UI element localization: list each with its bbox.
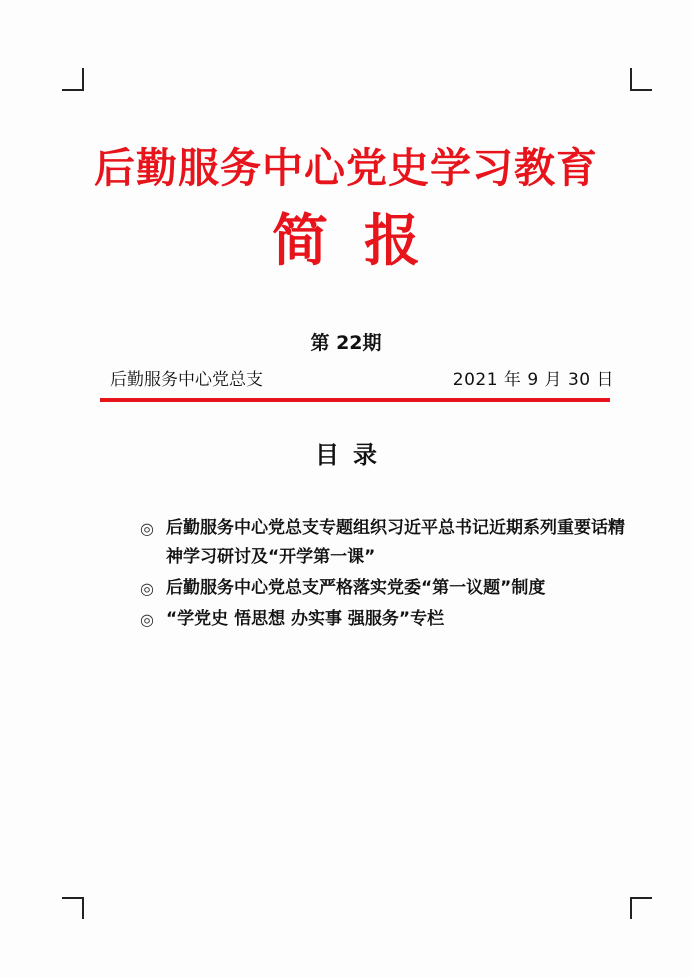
toc-item[interactable] — [140, 605, 640, 634]
bulletin-subtitle: 简报 — [272, 208, 456, 274]
header-divider — [100, 398, 610, 402]
double-circle-bullet-icon: ◎ — [140, 610, 154, 629]
double-circle-bullet-icon: ◎ — [140, 579, 154, 598]
issue-number: 第 22期 — [310, 332, 382, 354]
bulletin-title: 后勤服务中心党史学习教育 — [94, 144, 598, 192]
issue-date: 2021 年 9 月 30 日 — [452, 370, 614, 390]
toc-item[interactable] — [140, 514, 640, 572]
issuer-name: 后勤服务中心党总支 — [110, 370, 263, 390]
toc-heading: 目录 — [315, 441, 391, 469]
toc-item-text: “学党史 悟思想 办实事 强服务”专栏 — [166, 609, 445, 629]
double-circle-bullet-icon: ◎ — [140, 519, 154, 538]
toc-item-text: 后勤服务中心党总支严格落实党委“第一议题”制度 — [166, 578, 546, 598]
toc-item-text: 后勤服务中心党总支专题组织习近平总书记近期系列重要话精神学习研讨及“开学第一课” — [166, 518, 625, 567]
toc-list — [140, 514, 640, 636]
toc-item[interactable] — [140, 574, 640, 603]
